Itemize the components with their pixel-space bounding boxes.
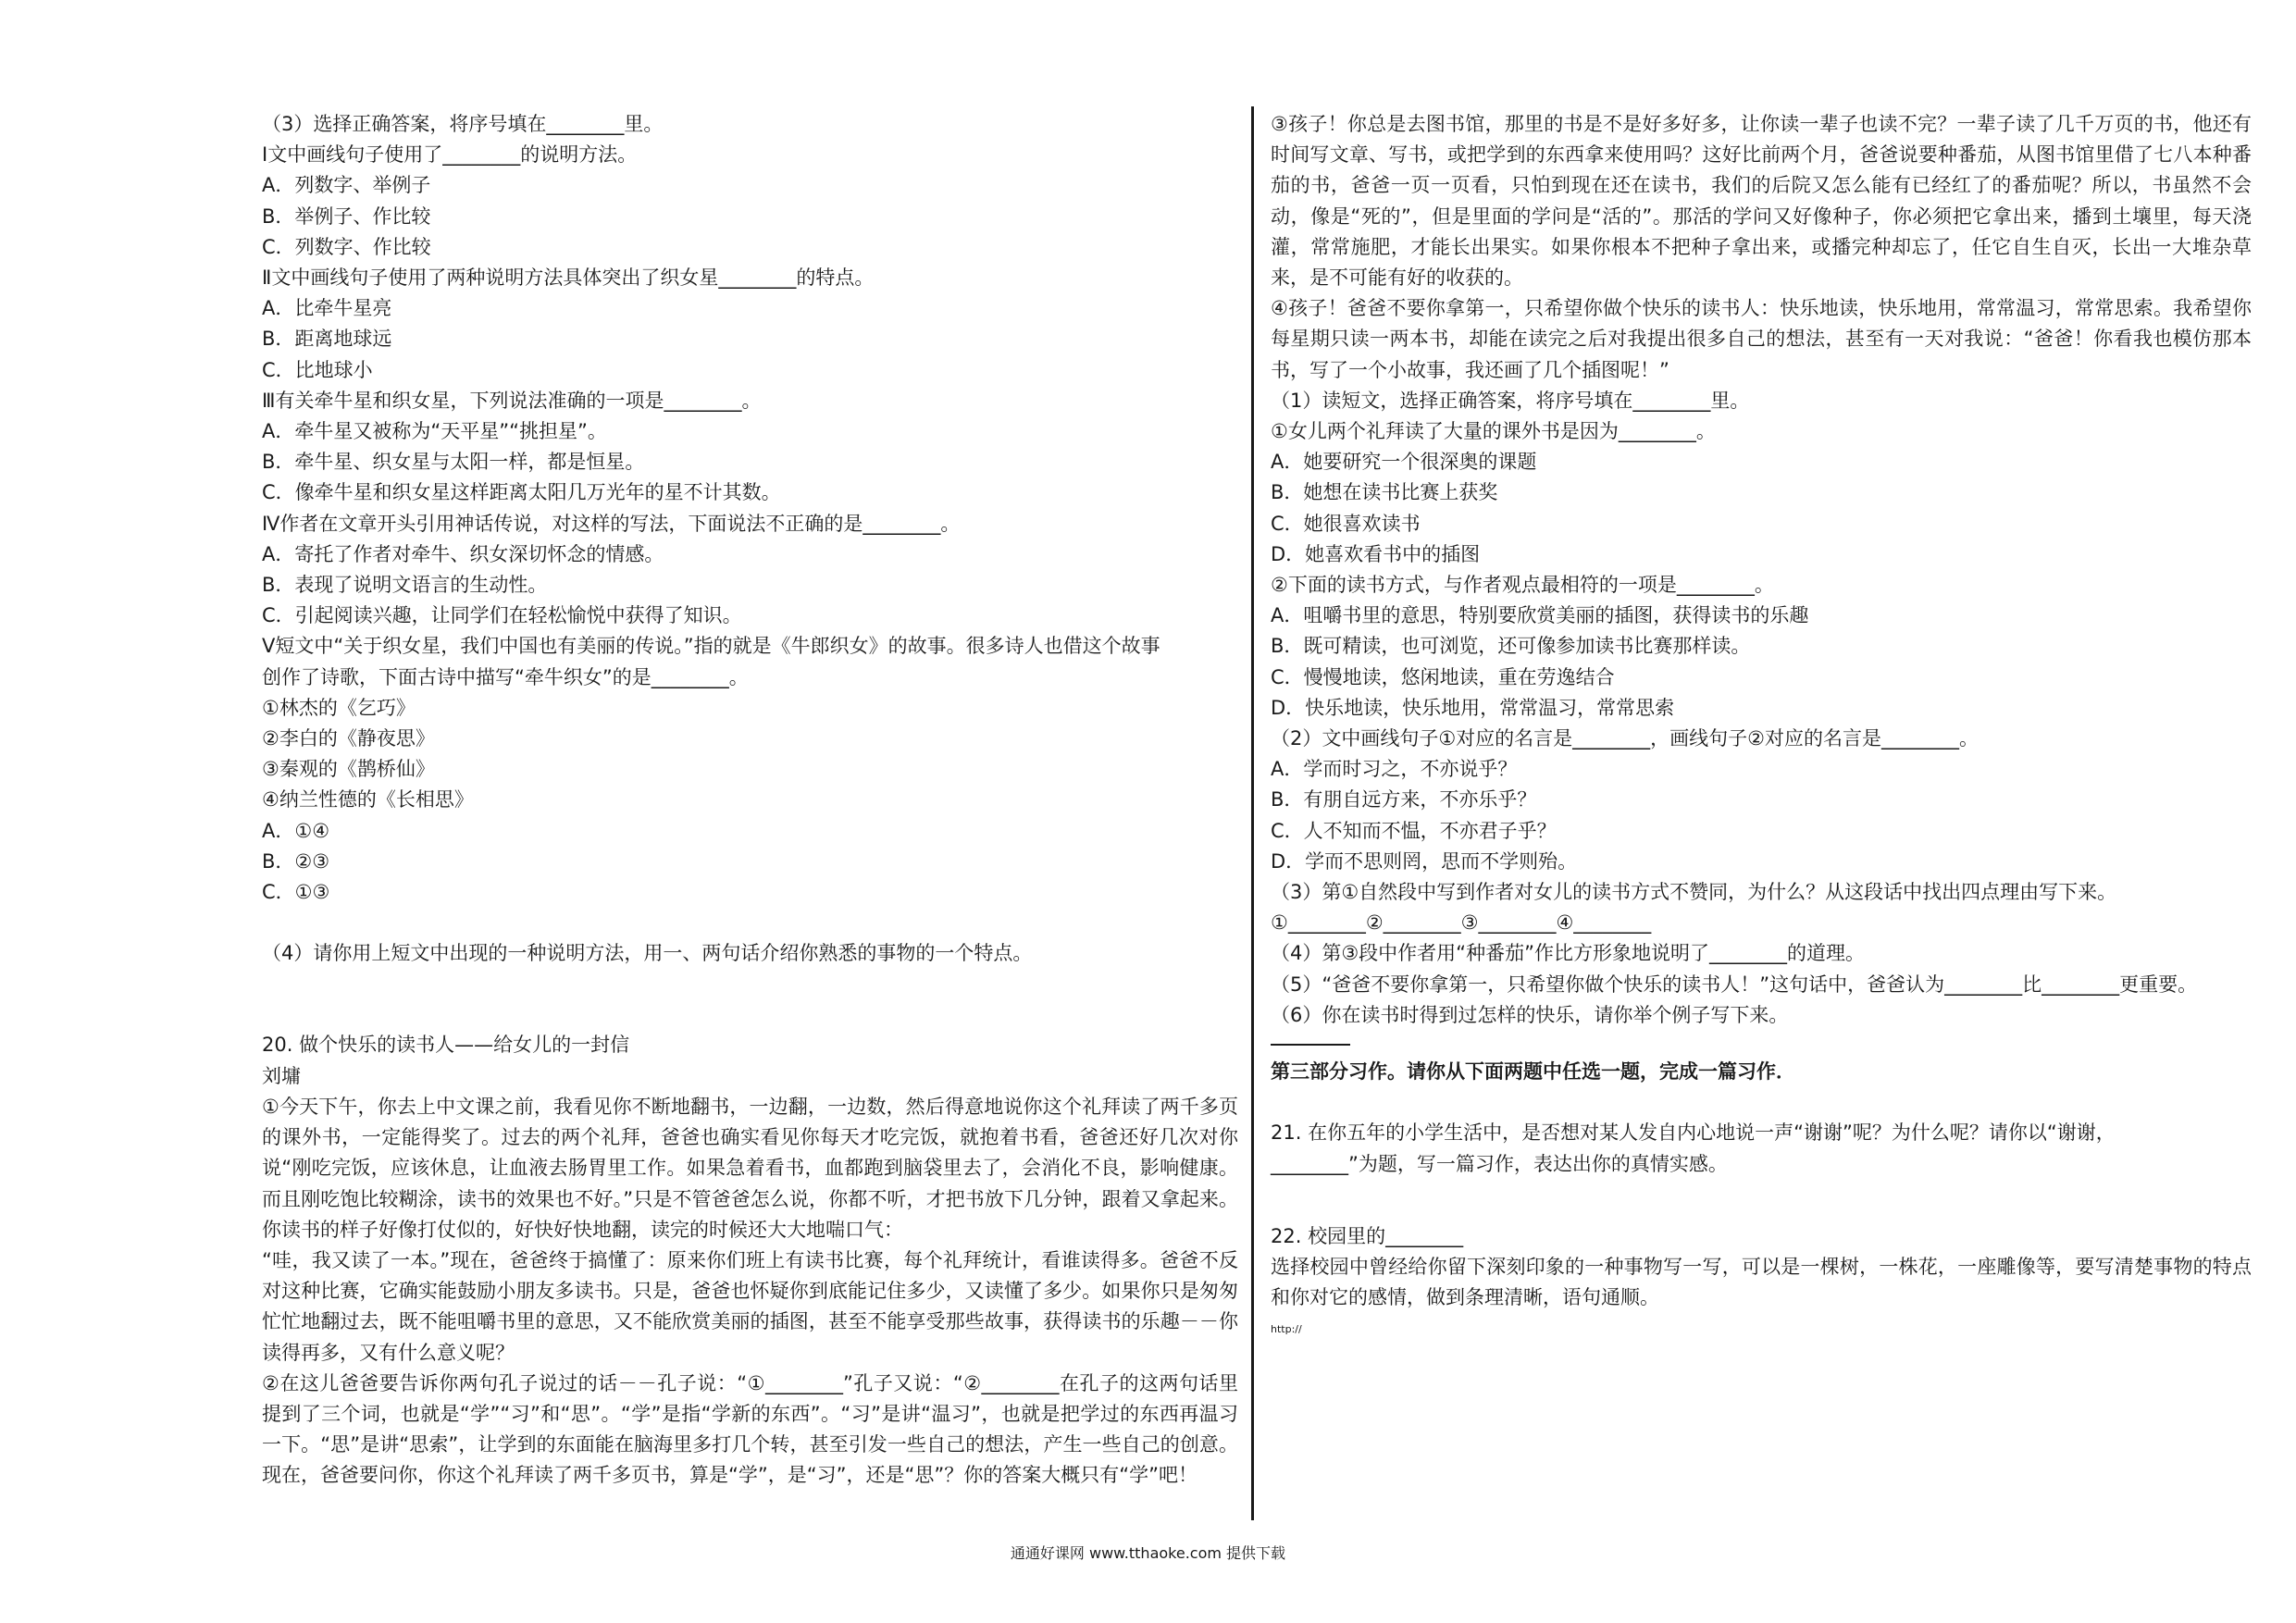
q6-prompt: （6）你在读书时得到过怎样的快乐，请你举个例子写下来。 <box>1271 1003 1789 1026</box>
q20-paragraph-4: ④孩子！爸爸不要你拿第一，只希望你做个快乐的读书人：快乐地读，快乐地用，常常温习，常常思索。我希望你每星期只读一两本书，却能在读完之后对我提出很多自己的想法，甚至有一天对我说：“爸爸！你看我也模仿那本书，写了一个小故事，我还画了几个插图呢！” <box>1271 297 2252 381</box>
q2-option-b: B．有朋自远方来，不亦乐乎？ <box>1271 788 1537 812</box>
q1-a-option-b: B．她想在读书比赛上获奖 <box>1271 481 1498 504</box>
q1-b-stem: ②下面的读书方式，与作者观点最相符的一项是________。 <box>1271 574 1774 597</box>
q21-line2: ________”为题，写一篇习作，表达出你的真情实感。 <box>1271 1152 1728 1175</box>
q3-iv-option-b: B．表现了说明文语言的生动性。 <box>262 574 548 597</box>
q3-v-option-a: A．①④ <box>262 819 330 842</box>
q3-blanks: ①________②________③________④________ <box>1271 911 1652 935</box>
left-column <box>262 109 1238 1492</box>
q3-i-stem: Ⅰ文中画线句子使用了________的说明方法。 <box>262 143 638 167</box>
part3-heading: 第三部分习作。请你从下面两题中任选一题，完成一篇习作． <box>1271 1060 1795 1084</box>
spacer <box>262 969 1238 999</box>
q3-v-poem-1: ①林杰的《乞巧》 <box>262 696 416 719</box>
spacer <box>262 999 1238 1030</box>
q3-v-option-b: B．②③ <box>262 849 330 873</box>
q4-prompt-right: （4）第③段中作者用“种番茄”作比方形象地说明了________的道理。 <box>1271 942 1865 965</box>
q1-a-option-d: D．她喜欢看书中的插图 <box>1271 542 1481 565</box>
q1-a-stem: ①女儿两个礼拜读了大量的课外书是因为________。 <box>1271 420 1716 443</box>
column-divider <box>1251 106 1254 1520</box>
q1-prompt: （1）读短文，选择正确答案，将序号填在________里。 <box>1271 389 1750 412</box>
q3-prompt-right: （3）第①自然段中写到作者对女儿的读书方式不赞同，为什么？从这段话中找出四点理由写下来。 <box>1271 881 2117 904</box>
q3-i-option-c: C．列数字、作比较 <box>262 235 431 258</box>
spacer <box>1271 1180 2252 1221</box>
q20-paragraph-1-continued: “哇，我又读了一本。”现在，爸爸终于搞懂了：原来你们班上有读书比赛，每个礼拜统计，看谁读得多。爸爸不反对这种比赛，它确实能鼓励小朋友多读书。只是，爸爸也怀疑你到底能记住多少，又读懂了多少。如果你只是匆匆忙忙地翻过去，既不能咀嚼书里的意思，又不能欣赏美丽的插图，甚至不能享受那些故事，获得读书的乐趣－－你读得再多，又有什么意义呢？ <box>262 1248 1238 1364</box>
url-text: http:// <box>1271 1323 1302 1336</box>
q3-iii-option-c: C．像牵牛星和织女星这样距离太阳几万光年的星不计其数。 <box>262 481 781 504</box>
q21-line1: 21. 在你五年的小学生活中，是否想对某人发自内心地说一声“谢谢”呢？为什么呢？请你以“谢谢， <box>1271 1121 2116 1145</box>
q3-iv-option-a: A．寄托了作者对牵牛、织女深切怀念的情感。 <box>262 542 664 565</box>
q3-v-poem-3: ③秦观的《鹊桥仙》 <box>262 758 435 781</box>
q1-b-option-a: A．咀嚼书里的意思，特别要欣赏美丽的插图，获得读书的乐趣 <box>1271 604 1809 627</box>
q3-iv-option-c: C．引起阅读兴趣，让同学们在轻松愉悦中获得了知识。 <box>262 604 742 627</box>
q22-body: 选择校园中曾经给你留下深刻印象的一种事物写一写，可以是一棵树，一株花，一座雕像等，要写清楚事物的特点和你对它的感情，做到条理清晰，语句通顺。 <box>1271 1255 2252 1309</box>
q3-ii-option-c: C．比地球小 <box>262 358 373 381</box>
q3-v-poem-4: ④纳兰性德的《长相思》 <box>262 788 474 812</box>
q3-iii-stem: Ⅲ有关牵牛星和织女星，下列说法准确的一项是________。 <box>262 389 762 412</box>
q20-author: 刘墉 <box>262 1064 301 1087</box>
q1-a-option-c: C．她很喜欢读书 <box>1271 512 1421 535</box>
q3-prompt: （3）选择正确答案，将序号填在________里。 <box>262 113 664 135</box>
q2-prompt: （2）文中画线句子①对应的名言是________，画线句子②对应的名言是________。 <box>1271 727 1980 750</box>
q3-iii-option-a: A．牵牛星又被称为“天平星”“挑担星”。 <box>262 420 607 443</box>
spacer <box>1271 1087 2252 1118</box>
answer-line <box>1271 1044 1350 1046</box>
q3-v-stem-line2: 创作了诗歌，下面古诗中描写“牵牛织女”的是________。 <box>262 665 749 688</box>
q2-option-c: C．人不知而不愠，不亦君子乎？ <box>1271 819 1557 842</box>
q20-paragraph-2: ②在这儿爸爸要告诉你两句孔子说过的话－－孔子说：“①________”孔子又说：“②________在孔子的这两句话里提到了三个词，也就是“学”“习”和“思”。“学”是指“学新的东西”。“习”是讲“温习”，也就是把学过的东西再温习一下。“思”是讲“思索”，让学到的东面能在脑海里多打几个转，甚至引发一些自己的想法，产生一些自己的创意。现在，爸爸要问你，你这个礼拜读了两千多页书，算是“学”，是“习”，还是“思”？你的答案大概只有“学”吧！ <box>262 1371 1238 1487</box>
q20-paragraph-3: ③孩子！你总是去图书馆，那里的书是不是好多好多，让你读一辈子也读不完？一辈子读了几千万页的书，他还有时间写文章、写书，或把学到的东西拿来使用吗？这好比前两个月，爸爸说要种番茄，从图书馆里借了七八本种番茄的书，爸爸一页一页看，只怕到现在还在读书，我们的后院又怎么能有已经红了的番茄呢？所以，书虽然不会动，像是“死的”，但是里面的学问是“活的”。那活的学问又好像种子，你必须把它拿出来，播到土壤里，每天浇灌，常常施肥，才能长出果实。如果你根本不把种子拿出来，或播完种却忘了，任它自生自灭，长出一大堆杂草来，是不可能有好的收获的。 <box>1271 113 2252 290</box>
q1-b-option-d: D．快乐地读，快乐地用，常常温习，常常思索 <box>1271 696 1675 719</box>
q20-title: 20. 做个快乐的读书人——给女儿的一封信 <box>262 1034 630 1057</box>
q3-i-option-b: B．举例子、作比较 <box>262 204 431 228</box>
q3-i-option-a: A．列数字、举例子 <box>262 174 431 197</box>
right-column <box>1271 109 2252 1337</box>
q20-paragraph-1: ①今天下午，你去上中文课之前，我看见你不断地翻书，一边翻，一边数，然后得意地说你这个礼拜读了两千多页的课外书，一定能得奖了。过去的两个礼拜，爸爸也确实看见你每天才吃完饭，就抱着书看，爸爸还好几次对你说“刚吃完饭，应该休息，让血液去肠胃里工作。如果急着看书，血都跑到脑袋里去了，会消化不良，影响健康。而且刚吃饱比较糊涂，读书的效果也不好。”只是不管爸爸怎么说，你都不听，才把书放下几分钟，跟着又拿起来。你读书的样子好像打仗似的，好快好快地翻，读完的时候还大大地喘口气： <box>262 1095 1238 1241</box>
q1-b-option-c: C．慢慢地读，悠闲地读，重在劳逸结合 <box>1271 665 1615 688</box>
q4-prompt: （4）请你用上短文中出现的一种说明方法，用一、两句话介绍你熟悉的事物的一个特点。 <box>262 942 1033 965</box>
q3-ii-stem: Ⅱ文中画线句子使用了两种说明方法具体突出了织女星________的特点。 <box>262 266 875 290</box>
q1-b-option-b: B．既可精读，也可浏览，还可像参加读书比赛那样读。 <box>1271 635 1751 658</box>
q3-ii-option-b: B．距离地球远 <box>262 328 392 351</box>
q3-ii-option-a: A．比牵牛星亮 <box>262 297 392 320</box>
q2-option-a: A．学而时习之，不亦说乎？ <box>1271 758 1518 781</box>
q1-a-option-a: A．她要研究一个很深奥的课题 <box>1271 451 1537 474</box>
footer: 通通好课网 www.tthaoke.com 提供下载 <box>1010 1544 1286 1562</box>
q3-iii-option-b: B．牵牛星、织女星与太阳一样，都是恒星。 <box>262 451 645 474</box>
q3-v-option-c: C．①③ <box>262 881 330 904</box>
q22-title: 22. 校园里的________ <box>1271 1224 1464 1247</box>
q2-option-d: D．学而不思则罔，思而不学则殆。 <box>1271 849 1578 873</box>
q5-prompt: （5）“爸爸不要你拿第一，只希望你做个快乐的读书人！”这句话中，爸爸认为________比________更重要。 <box>1271 973 2198 996</box>
spacer <box>262 908 1238 938</box>
q3-v-stem-line1: Ⅴ短文中“关于织女星，我们中国也有美丽的传说。”指的就是《牛郎织女》的故事。很多诗人也借这个故事 <box>262 635 1160 658</box>
q3-iv-stem: Ⅳ作者在文章开头引用神话传说，对这样的写法，下面说法不正确的是________。 <box>262 512 961 535</box>
q3-v-poem-2: ②李白的《静夜思》 <box>262 727 435 750</box>
